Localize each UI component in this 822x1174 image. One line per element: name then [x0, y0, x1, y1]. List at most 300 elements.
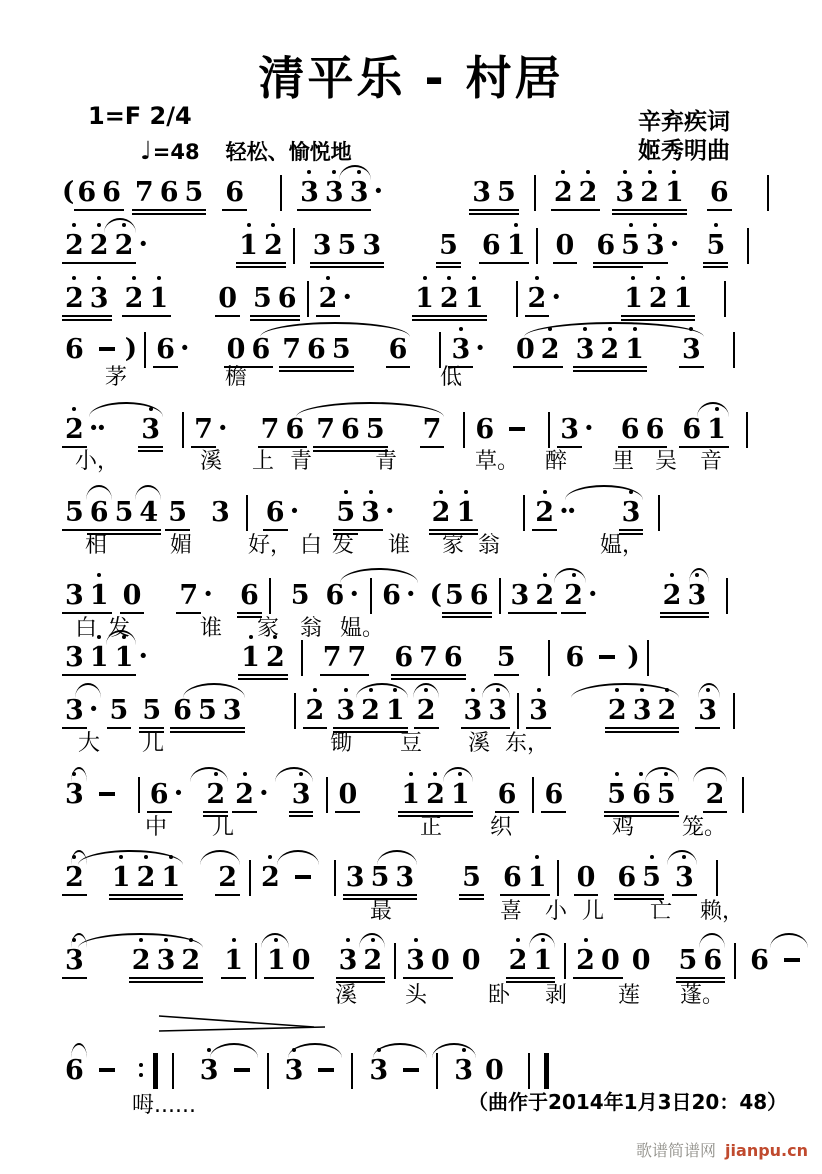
lyric-syllable: 锄 [330, 731, 353, 756]
note: 7 [423, 415, 442, 445]
note: 1 [90, 581, 109, 611]
barline [394, 943, 396, 979]
note: 1 [451, 780, 470, 810]
gap [385, 946, 387, 947]
repeat-dots [139, 1056, 143, 1084]
gap [566, 780, 604, 781]
lyric-syllable: 溪 [200, 449, 223, 474]
barline [138, 777, 140, 813]
parenthesis: ( [429, 580, 442, 610]
note: 3 [90, 284, 109, 314]
gap [473, 780, 495, 781]
gap [725, 946, 727, 947]
duration-dash [234, 1068, 250, 1072]
note: 2 [663, 581, 682, 611]
gap [258, 1056, 260, 1057]
gap [478, 498, 516, 499]
note: 2 [554, 178, 573, 208]
augmentation-dot: · [258, 776, 269, 809]
barline [516, 281, 518, 317]
note: 5 [185, 178, 204, 208]
note: 2 [65, 863, 84, 893]
gap [439, 696, 461, 697]
gap [302, 231, 310, 232]
gap [577, 231, 593, 232]
gap [319, 863, 327, 864]
note: 1 [149, 284, 168, 314]
gap [487, 284, 509, 285]
note: 1 [415, 284, 434, 314]
note: 2 [541, 335, 560, 365]
lyric-syllable: 好， [248, 533, 293, 558]
note: 3 [325, 178, 344, 208]
lyric-syllable: 卧 [488, 983, 511, 1008]
note: 5 [115, 498, 134, 528]
gap [164, 696, 170, 697]
lyric-syllable: 白 [300, 533, 323, 558]
augmentation-dot: · [342, 280, 353, 313]
augmentation-dot: · [289, 494, 300, 527]
note: 6 [646, 415, 665, 445]
augmentation-dot: · [405, 577, 416, 610]
lyric-syllable: 喜 [500, 899, 523, 924]
gap [410, 335, 432, 336]
note: 3 [65, 946, 84, 976]
lyric-syllable: 家 [442, 533, 465, 558]
gap [384, 231, 436, 232]
rest-note: 0 [431, 946, 450, 976]
lyric-syllable: 媪。 [340, 616, 385, 641]
note: 5 [462, 863, 481, 893]
rest-note: 0 [577, 863, 596, 893]
lyric-syllable: 相 [85, 533, 108, 558]
gap [476, 1056, 482, 1057]
note: 1 [624, 284, 643, 314]
duration-dash [599, 655, 615, 659]
lyric-syllable: 儿 [142, 731, 165, 756]
note: 1 [115, 643, 134, 673]
gap [123, 780, 131, 781]
gap [360, 1056, 366, 1057]
note: 6 [65, 1055, 84, 1086]
gap [161, 498, 165, 499]
barline [463, 412, 465, 448]
note: 4 [139, 498, 158, 528]
gap [397, 498, 429, 499]
augmentation-dot: · [138, 227, 149, 260]
key-signature: 1=F 2/4 [88, 102, 192, 130]
gap [228, 780, 232, 781]
note: 3 [223, 696, 242, 726]
note: 5 [621, 231, 640, 261]
note: 2 [218, 863, 237, 893]
note: 6 [482, 231, 501, 261]
lyric-syllable: 豆 [400, 731, 423, 756]
gap [310, 643, 320, 644]
gap [171, 284, 215, 285]
note: 3 [464, 696, 483, 726]
barline [742, 777, 744, 813]
note: 5 [497, 178, 516, 208]
note: 3 [141, 415, 160, 445]
gap [687, 178, 707, 179]
gap [587, 643, 591, 644]
note: 6 [389, 335, 408, 365]
lyric-syllable: 媪， [600, 533, 645, 558]
note: 3 [313, 231, 332, 261]
barline [716, 860, 718, 896]
lyric-syllable: 中 [145, 815, 168, 840]
gap [313, 780, 319, 781]
note: 6 [251, 335, 270, 365]
gap [301, 498, 333, 499]
note: 3 [369, 1056, 388, 1086]
gap [596, 415, 618, 416]
gap [192, 335, 224, 336]
repeat-barline [133, 1056, 181, 1092]
note: 3 [687, 581, 706, 611]
augmentation-dot: · [217, 411, 228, 444]
gap [623, 946, 629, 947]
note: 2 [319, 284, 338, 314]
rest-note: 0 [484, 1055, 504, 1086]
gap [124, 178, 132, 179]
barline [532, 777, 534, 813]
lyric-syllable: 茅 [105, 365, 128, 390]
note: 5 [439, 231, 458, 261]
decrescendo-hairpin [158, 1012, 328, 1034]
note: 6 [382, 580, 401, 611]
lyric-syllable: 溪 [468, 731, 491, 756]
note: 2 [115, 231, 134, 261]
gap [808, 946, 816, 947]
watermark-site-name: 歌谱简谱网 [635, 1141, 716, 1160]
page-title: 清平乐 - 村居 [258, 51, 564, 105]
note: 6 [498, 780, 517, 810]
note: 7 [179, 581, 198, 611]
duration-dash [295, 875, 311, 879]
music-system [62, 577, 735, 625]
gap [190, 498, 208, 499]
barline [307, 281, 309, 317]
gap [313, 581, 323, 582]
gap [709, 581, 719, 582]
augmentation-dot: · [384, 494, 395, 527]
lyric-syllable: 翁 [300, 616, 323, 641]
barline [267, 1053, 269, 1089]
note: 7 [282, 335, 301, 365]
expression-text: 轻松、愉悦地 [225, 140, 352, 164]
barline [523, 495, 525, 531]
note: 2 [361, 696, 380, 726]
gap [144, 581, 176, 582]
music-system [62, 227, 756, 275]
note: 3 [157, 946, 176, 976]
barline [280, 175, 282, 211]
gap [206, 178, 222, 179]
augmentation-dot: · [373, 174, 384, 207]
barline [658, 495, 660, 531]
note: 1 [90, 643, 109, 673]
note: 6 [565, 642, 585, 673]
note: 5 [338, 231, 357, 261]
gap [327, 696, 333, 697]
note: 5 [65, 498, 84, 528]
note: 3 [488, 696, 507, 726]
note: 3 [622, 498, 641, 528]
barline [153, 1053, 158, 1089]
augmentation-dots: ·· [88, 411, 105, 444]
augmentation-dot: · [179, 331, 190, 364]
gap [697, 863, 709, 864]
lyric-syllable: 谁 [200, 616, 223, 641]
lyric-syllable: 儿 [212, 815, 235, 840]
gap [727, 780, 735, 781]
note: 6 [65, 334, 84, 365]
note: 2 [206, 780, 225, 810]
barline [548, 412, 550, 448]
note: 3 [615, 178, 634, 208]
note: 2 [306, 696, 325, 726]
gap [87, 780, 91, 781]
barline [144, 332, 146, 368]
note: 7 [316, 415, 335, 445]
note: 3 [675, 863, 694, 893]
barline [370, 578, 372, 614]
note: 6 [278, 284, 297, 314]
note: 2 [261, 863, 280, 893]
note: 3 [529, 696, 548, 726]
gap [87, 335, 91, 336]
note: 5 [371, 863, 390, 893]
note: 5 [142, 696, 161, 726]
note: 5 [168, 498, 187, 528]
note: 6 [102, 178, 121, 208]
augmentation-dots: ·· [559, 494, 575, 527]
lyric-syllable: 草。 [475, 449, 520, 474]
lyric-syllable: 织 [490, 815, 513, 840]
note: 1 [507, 231, 526, 261]
gap [240, 863, 242, 864]
gap [245, 696, 287, 697]
lyric-syllable: 儿 [582, 899, 605, 924]
gap [695, 284, 717, 285]
note: 1 [465, 284, 484, 314]
gap [729, 415, 739, 416]
note: 3 [646, 231, 665, 261]
note: 7 [348, 643, 367, 673]
note: 5 [706, 231, 725, 261]
gap [314, 946, 336, 947]
rest-note: 0 [631, 945, 651, 976]
lyric-syllable: 小， [75, 449, 120, 474]
barline [351, 1053, 353, 1089]
lyric-syllable: 青 [290, 449, 313, 474]
note: 3 [300, 178, 319, 208]
note: 3 [292, 780, 311, 810]
note: 5 [253, 284, 272, 314]
lyric-syllable: 媚 [170, 533, 193, 558]
rest-note: 0 [123, 581, 142, 611]
gap [230, 415, 258, 416]
gap [453, 946, 459, 947]
note: 5 [336, 498, 355, 528]
barline [301, 640, 303, 676]
gap [461, 231, 479, 232]
lyric-syllable: 醉 [545, 449, 568, 474]
note: 3 [560, 415, 579, 445]
note: 2 [426, 780, 445, 810]
gap [203, 946, 221, 947]
barline [246, 495, 248, 531]
barline [726, 578, 728, 614]
note: 3 [633, 696, 652, 726]
gap [643, 498, 651, 499]
note: 2 [125, 284, 144, 314]
note: 2 [564, 581, 583, 611]
gap [545, 231, 553, 232]
note: 1 [401, 780, 420, 810]
barline [528, 1053, 530, 1089]
gap [466, 643, 494, 644]
note: 3 [65, 581, 84, 611]
lyric-syllable: 谁 [388, 533, 411, 558]
note: 3 [285, 1056, 304, 1086]
note: 6 [325, 580, 345, 611]
note: 6 [160, 178, 179, 208]
note: 6 [750, 945, 769, 976]
gap [131, 696, 139, 697]
lyric-syllable: 吴 [655, 449, 678, 474]
note: 5 [607, 780, 626, 810]
barline [734, 943, 736, 979]
music-system [62, 331, 742, 379]
gap [732, 178, 760, 179]
lyric-syllable: 东， [505, 731, 550, 756]
note: 6 [173, 696, 192, 726]
gap [246, 946, 248, 947]
lyric-syllable: 亡 [650, 899, 673, 924]
note: 2 [137, 863, 156, 893]
note: 5 [497, 643, 516, 673]
lyric-syllable: 大 [78, 731, 101, 756]
duration-dash [509, 427, 525, 431]
music-system [62, 639, 656, 687]
gap [150, 643, 238, 644]
gap [418, 581, 430, 582]
augmentation-dot: · [475, 331, 485, 364]
gap [342, 1056, 344, 1057]
note: 5 [290, 580, 310, 611]
note: 6 [444, 643, 463, 673]
augmentation-dot: · [587, 577, 598, 610]
gap [247, 178, 273, 179]
note: 2 [535, 581, 554, 611]
music-system [62, 411, 755, 459]
lyricist: 辛弃疾词 [638, 109, 730, 135]
gap [533, 415, 541, 416]
duration-dash [403, 1068, 419, 1072]
gap [667, 415, 679, 416]
lyric-syllable: 呣...... [132, 1093, 196, 1118]
note: 2 [132, 946, 151, 976]
barline [733, 693, 735, 729]
note: 5 [110, 696, 129, 726]
note: 7 [261, 415, 280, 445]
note: 7 [419, 643, 438, 673]
rest-note: 0 [556, 231, 575, 261]
gap [87, 1056, 91, 1057]
gap [743, 946, 747, 947]
rest-note: 0 [516, 335, 535, 365]
lyric-syllable: 赖， [700, 899, 745, 924]
note: 5 [366, 415, 385, 445]
note: 6 [90, 498, 109, 528]
note: 6 [710, 178, 729, 208]
note: 1 [665, 178, 684, 208]
note: 6 [544, 780, 563, 810]
augmentation-dot: · [138, 639, 149, 672]
note: 2 [235, 780, 254, 810]
note: 6 [394, 643, 413, 673]
gap [427, 1056, 429, 1057]
barline [767, 175, 769, 211]
gap [555, 946, 557, 947]
barline [326, 777, 328, 813]
lyric-syllable: 青 [375, 449, 398, 474]
note: 1 [528, 863, 547, 893]
note: 3 [511, 581, 530, 611]
note: 6 [307, 335, 326, 365]
note: 3 [200, 1056, 219, 1086]
rest-note: 0 [338, 780, 357, 810]
note: 6 [703, 946, 722, 976]
rest-note: 0 [461, 945, 481, 976]
note: 2 [417, 696, 436, 726]
barline [733, 332, 735, 368]
lyric-syllable: 蓬。 [680, 983, 725, 1008]
barline [564, 943, 566, 979]
note: 6 [621, 415, 640, 445]
note: 6 [470, 581, 489, 611]
lyric-syllable: 小 [545, 899, 568, 924]
lyric-syllable: 发 [108, 616, 131, 641]
barline [436, 1053, 438, 1089]
augmentation-dot: · [551, 280, 562, 313]
gap [598, 863, 614, 864]
gap [233, 498, 239, 499]
note: 6 [150, 780, 169, 810]
note: 3 [65, 643, 84, 673]
gap [519, 178, 527, 179]
note: 3 [65, 780, 84, 810]
note: 2 [90, 231, 109, 261]
note: 3 [339, 946, 358, 976]
note: 6 [225, 178, 244, 208]
note: 5 [642, 863, 661, 893]
barline [747, 228, 749, 264]
gap [497, 415, 501, 416]
parenthesis: ( [62, 177, 75, 207]
gap [288, 643, 294, 644]
note: 2 [264, 231, 283, 261]
gap [240, 284, 250, 285]
lyric-syllable: 笼。 [682, 815, 727, 840]
quarter-note-icon: ♩ [140, 136, 152, 165]
augmentation-dot: · [584, 411, 594, 444]
note: 2 [528, 284, 547, 314]
duration-dash [99, 347, 115, 351]
